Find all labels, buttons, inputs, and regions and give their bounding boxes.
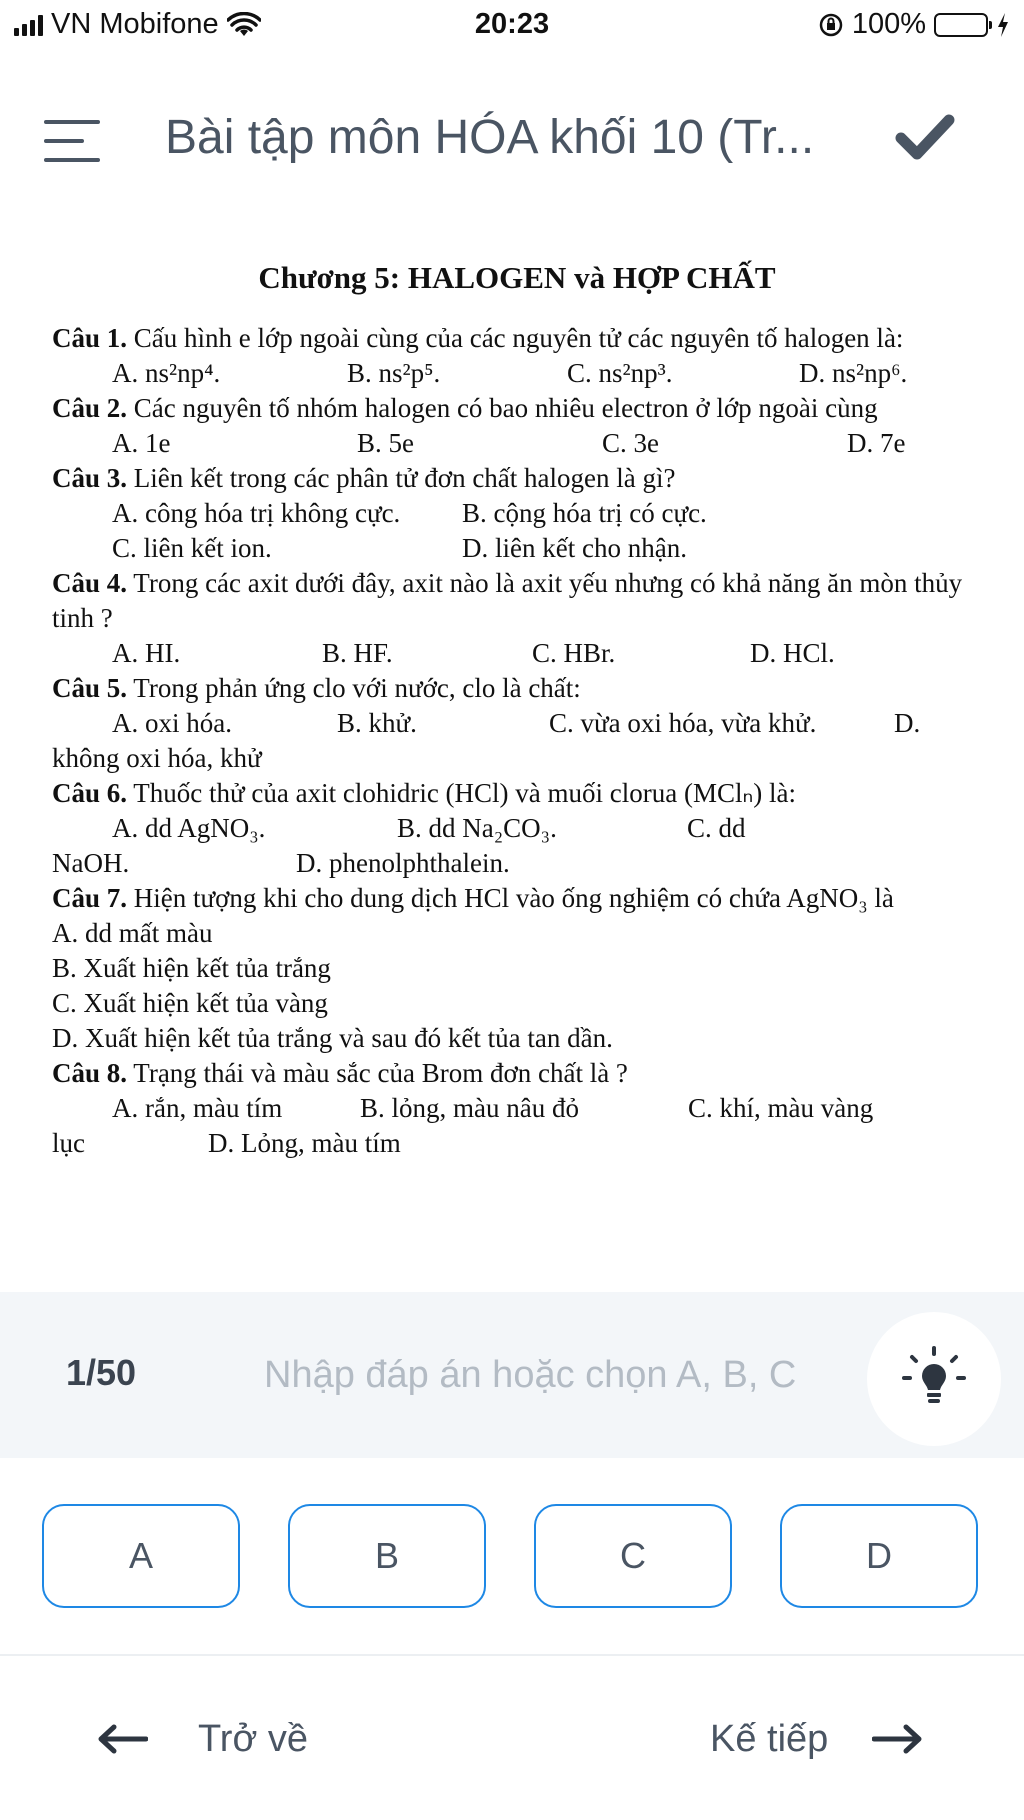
status-bar bbox=[0, 0, 1024, 52]
option: B. dd Na₂CO₃. bbox=[397, 813, 557, 843]
question-document bbox=[0, 240, 1024, 1292]
question-text: Hiện tượng khi cho dung dịch HCl vào ống nghiệm có chứa AgNO₃ là bbox=[133, 883, 894, 913]
question-label: Câu 3. bbox=[52, 463, 128, 493]
option: D. bbox=[894, 708, 921, 738]
question-text: Cấu hình e lớp ngoài cùng của các nguyên tử các nguyên tố halogen là: bbox=[133, 323, 904, 353]
question-label: Câu 7. bbox=[52, 883, 128, 913]
question-6 bbox=[52, 776, 982, 811]
question-label: Câu 2. bbox=[52, 393, 128, 423]
option: D. liên kết cho nhận. bbox=[462, 533, 687, 563]
option: A. HI. bbox=[112, 638, 181, 668]
menu-button[interactable] bbox=[44, 120, 100, 164]
option: A. dd AgNO₃. bbox=[112, 813, 266, 843]
options-3a bbox=[52, 496, 982, 531]
app-header bbox=[0, 80, 1024, 200]
question-2 bbox=[52, 391, 982, 426]
bottom-nav bbox=[0, 1700, 1024, 1780]
option: D. ns²np⁶. bbox=[799, 358, 908, 388]
status-right bbox=[818, 8, 1010, 41]
question-label: Câu 6. bbox=[52, 778, 128, 808]
option: A. oxi hóa. bbox=[112, 708, 232, 738]
question-7 bbox=[52, 881, 982, 916]
option: C. dd bbox=[687, 813, 746, 843]
option: B. ns²p⁵. bbox=[347, 358, 441, 388]
question-text: Trạng thái và màu sắc của Brom đơn chất là ? bbox=[133, 1058, 628, 1088]
option: A. công hóa trị không cực. bbox=[112, 498, 401, 528]
choice-buttons bbox=[0, 1500, 1024, 1610]
choice-c-button[interactable]: C bbox=[534, 1504, 732, 1608]
battery-icon bbox=[934, 13, 988, 37]
page-title: Bài tập môn HÓA khối 10 (Tr... bbox=[165, 111, 815, 164]
option: A. 1e bbox=[112, 428, 171, 458]
question-3 bbox=[52, 461, 982, 496]
question-label: Câu 8. bbox=[52, 1058, 128, 1088]
option: C. vừa oxi hóa, vừa khử. bbox=[549, 708, 817, 738]
option: B. khử. bbox=[337, 708, 417, 738]
option: C. ns²np³. bbox=[567, 358, 673, 388]
question-text: Các nguyên tố nhóm halogen có bao nhiêu electron ở lớp ngoài cùng bbox=[133, 393, 878, 423]
option: NaOH. bbox=[52, 848, 130, 878]
choice-d-button[interactable]: D bbox=[780, 1504, 978, 1608]
option: D. HCl. bbox=[750, 638, 835, 668]
option: A. dd mất màu bbox=[52, 918, 213, 948]
option: D. 7e bbox=[847, 428, 906, 458]
question-label: Câu 1. bbox=[52, 323, 128, 353]
option: B. lỏng, màu nâu đỏ bbox=[360, 1093, 579, 1123]
options-1 bbox=[52, 356, 982, 391]
question-text: Trong các axit dưới đây, axit nào là axit yếu nhưng có khả năng ăn mòn thủy tinh ? bbox=[52, 568, 963, 633]
option: lục bbox=[52, 1128, 85, 1158]
option: D. Xuất hiện kết tủa trắng và sau đó kết tủa tan dần. bbox=[52, 1023, 613, 1053]
question-text: Liên kết trong các phân tử đơn chất halogen là gì? bbox=[133, 463, 676, 493]
battery-percent: 100% bbox=[851, 8, 926, 40]
options-5 bbox=[52, 706, 982, 741]
arrow-right-icon bbox=[872, 1724, 924, 1754]
option: C. HBr. bbox=[532, 638, 616, 668]
back-button[interactable] bbox=[96, 1714, 308, 1764]
option-continuation: không oxi hóa, khử bbox=[52, 743, 262, 773]
option: B. cộng hóa trị có cực. bbox=[462, 498, 707, 528]
charging-icon bbox=[996, 12, 1010, 38]
option-continuation bbox=[52, 1126, 982, 1161]
option: D. Lỏng, màu tím bbox=[208, 1128, 401, 1158]
option: B. HF. bbox=[322, 638, 393, 668]
choice-b-button[interactable]: B bbox=[288, 1504, 486, 1608]
option: A. ns²np⁴. bbox=[112, 358, 221, 388]
question-text: Thuốc thử của axit clohidric (HCl) và muối clorua (MClₙ) là: bbox=[133, 778, 796, 808]
option: C. 3e bbox=[602, 428, 659, 458]
option: B. 5e bbox=[357, 428, 414, 458]
lightbulb-icon bbox=[867, 1312, 1001, 1446]
option: A. rắn, màu tím bbox=[112, 1093, 283, 1123]
question-5 bbox=[52, 671, 982, 706]
options-8 bbox=[52, 1091, 982, 1126]
next-label: Kế tiếp bbox=[710, 1717, 829, 1760]
document-body bbox=[52, 240, 982, 1161]
question-label: Câu 4. bbox=[52, 568, 128, 598]
question-4 bbox=[52, 566, 982, 636]
next-button[interactable] bbox=[710, 1714, 924, 1764]
question-counter: 1/50 bbox=[66, 1352, 137, 1393]
carrier-name: VN Mobifone bbox=[51, 8, 219, 40]
option: D. phenolphthalein. bbox=[296, 848, 510, 878]
option-continuation bbox=[52, 846, 982, 881]
arrow-left-icon bbox=[96, 1724, 148, 1754]
option: B. Xuất hiện kết tủa trắng bbox=[52, 953, 331, 983]
hint-button[interactable] bbox=[867, 1312, 1001, 1446]
back-label: Trở về bbox=[198, 1717, 309, 1760]
question-8 bbox=[52, 1056, 982, 1091]
answer-bar bbox=[0, 1292, 1024, 1458]
options-6 bbox=[52, 811, 982, 846]
divider bbox=[0, 1654, 1024, 1656]
answer-input[interactable] bbox=[262, 1344, 826, 1406]
status-time: 20:23 bbox=[474, 8, 550, 40]
options-3b bbox=[52, 531, 982, 566]
orientation-lock-icon bbox=[818, 12, 844, 38]
option: C. Xuất hiện kết tủa vàng bbox=[52, 988, 328, 1018]
choice-a-button[interactable]: A bbox=[42, 1504, 240, 1608]
question-text: Trong phản ứng clo với nước, clo là chất: bbox=[133, 673, 581, 703]
submit-button[interactable] bbox=[895, 112, 961, 172]
option: C. khí, màu vàng bbox=[688, 1093, 874, 1123]
checkmark-icon bbox=[895, 112, 955, 162]
chapter-title: Chương 5: HALOGEN và HỢP CHẤT bbox=[258, 260, 776, 295]
question-label: Câu 5. bbox=[52, 673, 128, 703]
option: C. liên kết ion. bbox=[112, 533, 272, 563]
question-1 bbox=[52, 321, 982, 356]
options-4 bbox=[52, 636, 982, 671]
options-2 bbox=[52, 426, 982, 461]
